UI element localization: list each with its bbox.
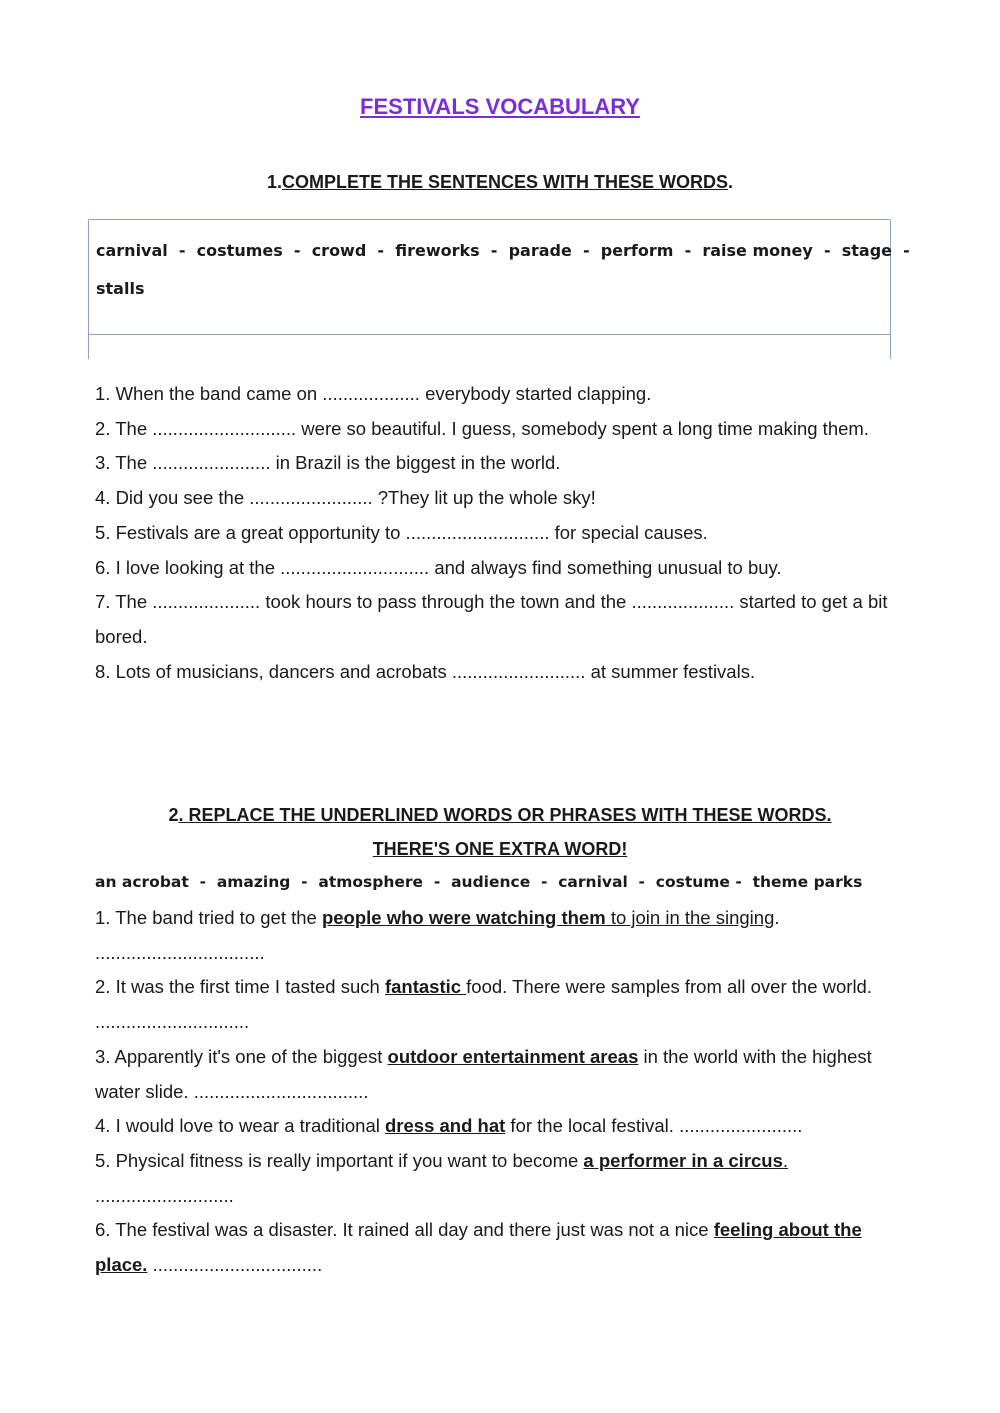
item-4-before: 4. I would love to wear a traditional — [95, 1115, 385, 1137]
item-6-before: 6. The festival was a disaster. It rained all day and there just was not a nice — [95, 1219, 714, 1241]
section1-wordbank-line1: carnival - costumes - crowd - fireworks - parade - perform - raise money - stage - — [96, 241, 910, 260]
item-5-underlined: . — [782, 1149, 789, 1171]
section2-number: 2 — [168, 805, 179, 825]
item-3-target: outdoor entertainment areas — [387, 1045, 639, 1067]
item-3-after: in the world with the highest water slide. .................................. — [95, 1045, 872, 1102]
item-4-target: dress and hat — [385, 1115, 506, 1137]
item-3-before: 3. Apparently it's one of the biggest — [95, 1045, 388, 1067]
sentence-1: 1. When the band came on ................... everybody started clapping. — [95, 383, 652, 404]
section1-sentences — [95, 377, 905, 689]
sentence-7: 7. The ..................... took hours to pass through the town and the .................... started to get a bit bored. — [95, 591, 888, 647]
sentence-5: 5. Festivals are a great opportunity to ............................ for special causes. — [95, 521, 708, 543]
section2-heading-line2: THERE'S ONE EXTRA WORD! — [372, 839, 628, 859]
sentence-4: 4. Did you see the ........................ ?They lit up the whole sky! — [95, 487, 596, 509]
section2-wordbank: an acrobat - amazing - atmosphere - audience - carnival - costume - theme parks — [95, 873, 863, 891]
item-3 — [95, 1040, 907, 1109]
section1-heading-end: . — [728, 172, 734, 192]
item-6 — [95, 1213, 907, 1282]
item-1-target: people who were watching them — [321, 907, 606, 928]
item-4 — [95, 1109, 907, 1144]
section2-items — [95, 901, 907, 1283]
item-1-after: . — [774, 907, 780, 928]
section2-heading — [0, 798, 1000, 866]
sentence-3: 3. The ....................... in Brazil is the biggest in the world. — [95, 452, 561, 474]
item-5 — [95, 1144, 907, 1213]
item-5-blank: ........................... — [95, 1184, 234, 1206]
item-1-blank: ................................. — [95, 941, 265, 963]
sentence-6: 6. I love looking at the ............................. and always find something unusual to buy. — [95, 556, 782, 578]
item-5-target: a performer in a circus — [583, 1149, 783, 1171]
item-2-target: fantastic — [384, 976, 467, 998]
item-4-after: for the local festival. ........................ — [505, 1115, 803, 1137]
section2-heading-line1: . REPLACE THE UNDERLINED WORDS OR PHRASES WITH THESE WORDS. — [178, 805, 832, 825]
sentence-2: 2. The ............................ were so beautiful. I guess, somebody spent a long time making them. — [95, 417, 869, 439]
section1-heading-text: COMPLETE THE SENTENCES WITH THESE WORDS — [281, 172, 729, 192]
section1-wordbank — [96, 232, 910, 308]
item-1 — [95, 901, 907, 970]
item-5-before: 5. Physical fitness is really important if you want to become — [95, 1149, 584, 1171]
section1-wordbank-line2: stalls — [96, 279, 145, 298]
item-2 — [95, 970, 907, 1039]
page-title: FESTIVALS VOCABULARY — [360, 94, 640, 119]
sentence-8: 8. Lots of musicians, dancers and acrobats .......................... at summer festivals. — [95, 660, 756, 682]
item-1-underlined: to join in the singing — [605, 907, 775, 928]
section1-number: 1. — [266, 172, 282, 192]
item-2-after: food. There were samples from all over the world. .............................. — [95, 976, 872, 1033]
item-1-before: 1. The band tried to get the — [95, 907, 322, 928]
wordbank-box-tail — [88, 333, 891, 359]
item-6-after: ................................. — [147, 1254, 323, 1276]
item-6-target: feeling about the place. — [95, 1219, 862, 1276]
item-2-before: 2. It was the first time I tasted such — [95, 976, 385, 998]
section1-heading — [0, 169, 1000, 195]
